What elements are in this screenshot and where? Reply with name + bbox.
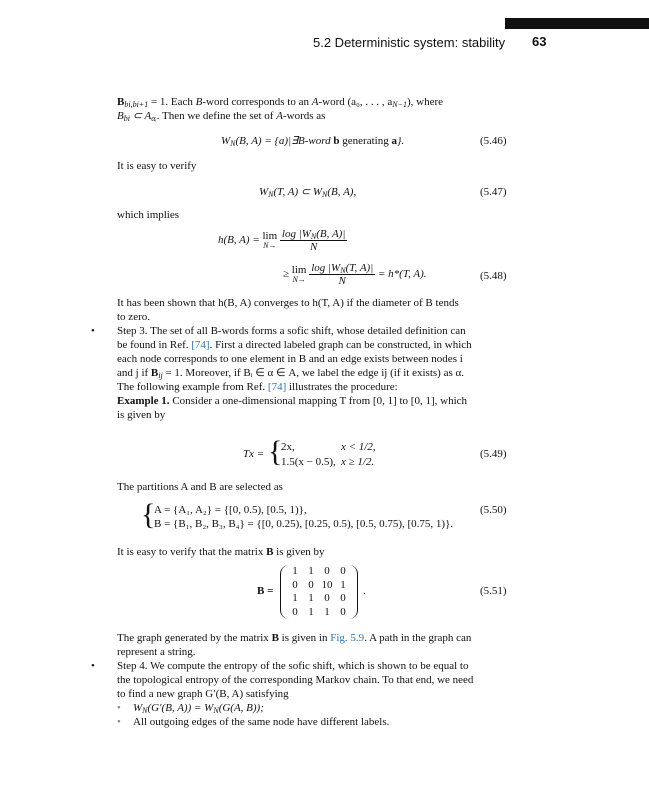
matrix-B <box>280 565 358 619</box>
paragraph-line: The partitions A and B are selected as <box>117 481 283 493</box>
paragraph-line: The following example from Ref. [74] illustrates the procedure: <box>117 381 398 393</box>
case-condition: x ≥ 1/2. <box>341 456 375 468</box>
sub-item: All outgoing edges of the same node have different labels. <box>133 716 390 728</box>
matrix-cell: 1 <box>340 578 346 591</box>
matrix-cell: 0 <box>340 605 346 618</box>
sub-bullet: • <box>117 716 121 728</box>
equation-number: (5.49) <box>480 448 507 460</box>
matrix-cell: 0 <box>324 592 330 604</box>
matrix-cell: 1 <box>308 565 314 577</box>
matrix-cell: 1 <box>308 605 314 618</box>
equation-number: (5.50) <box>480 504 507 516</box>
case-value: 2x, <box>281 441 295 453</box>
equation-5-47: $W_N(T$, A) ⊂ $W_N(B$, A), <box>259 186 357 199</box>
paragraph-line: to find a new graph G′(B, A) satisfying <box>117 688 289 700</box>
running-header: 5.2 Deterministic system: stability <box>313 35 506 50</box>
equation-number: (5.47) <box>480 186 507 198</box>
matrix-cell: 1 <box>324 605 330 618</box>
brace: { <box>141 498 156 531</box>
log-numerator: log |W <box>311 262 341 274</box>
paragraph-line: Step 4. We compute the entropy of the sofic shift, which is shown to be equal to <box>117 660 469 672</box>
ref-link[interactable]: [74] <box>191 339 210 351</box>
matrix-cell: 1 <box>308 592 314 604</box>
paragraph-line: It is easy to verify that the matrix B is given by <box>117 546 325 558</box>
paragraph-line: represent a string. <box>117 646 196 658</box>
case-condition: x < 1/2, <box>341 441 376 453</box>
matrix-cell: 10 <box>321 578 333 591</box>
paragraph-line: It is easy to verify <box>117 160 197 172</box>
log-numerator: log |W <box>281 228 311 240</box>
paragraph-line: It has been shown that h(B, A) converges to h(T, A) if the diameter of B tends <box>117 297 459 309</box>
matrix-cell: 0 <box>340 565 346 577</box>
equation-5-46: $W_N(B$, A) = {a)|∃B-word b generating a}. <box>221 135 405 148</box>
sub-bullet: • <box>117 702 121 714</box>
equation-5-49-lhs: Tx = <box>243 448 265 460</box>
matrix-cell: 0 <box>340 592 346 604</box>
paragraph-line: $B_{bi,bi+1} = 1$. Each B-word corresponds to an A-word (a₀, . . . , $a_{N-1}$), where <box>117 96 444 109</box>
matrix-lhs: B = <box>257 585 274 597</box>
equation-number: (5.51) <box>480 585 507 597</box>
brace: { <box>268 435 283 468</box>
paragraph-line: $B_{bi}$ ⊂ $A_{\alpha ᵢ}$. Then we define the set of A-words as <box>117 110 326 123</box>
page-number: 63 <box>532 34 547 49</box>
equation-number: (5.46) <box>480 135 507 147</box>
matrix-cell: 1 <box>292 565 298 577</box>
equation-5-48-line1: h(B, A) = lim N→ $\frac{\log |W_N(B, A)|}{N}$ <box>218 228 346 253</box>
matrix-row <box>287 565 351 579</box>
sub-item: $W_N(G'(B$, $A)) = W_N(G(A$, B)); <box>133 702 264 715</box>
matrix-cell: 1 <box>292 592 298 604</box>
header-bar <box>505 18 649 29</box>
equation-5-50-row: B = {B₁, B₂, B₃, B₄} = {[0, 0.25), [0.25, 0.5), [0.5, 0.75), [0.75, 1)}. <box>154 518 454 530</box>
matrix-row <box>287 579 351 593</box>
ref-link[interactable]: [74] <box>267 381 287 393</box>
matrix-row <box>287 592 351 606</box>
matrix-cell: 0 <box>292 578 298 591</box>
matrix-end: . <box>363 585 366 597</box>
paragraph-line: is given by <box>117 409 166 421</box>
matrix-row <box>287 606 351 620</box>
matrix-cell: 0 <box>324 565 330 577</box>
paragraph-line: each node corresponds to one element in B and an edge exists between nodes i <box>117 353 463 365</box>
matrix-cell: 0 <box>308 578 314 591</box>
paragraph-line: which implies <box>117 209 180 221</box>
bullet: • <box>91 325 95 337</box>
paragraph-line: Step 3. The set of all B-words forms a sofic shift, whose detailed definition can <box>117 325 466 337</box>
paragraph-line: and j if $B_{ij} = 1$. Moreover, if Bᵢ ∈ α ∈ A, we label the edge ij (if it exists) as α. <box>117 367 464 380</box>
paragraph-line: to zero. <box>117 311 150 323</box>
paragraph-line: The graph generated by the matrix B is given in Fig. 5.9. A path in the graph can <box>117 632 472 644</box>
equation-number: (5.48) <box>480 270 507 282</box>
bullet: • <box>91 660 95 672</box>
paragraph-line: the topological entropy of the corresponding Markov chain. To that end, we need <box>117 674 474 686</box>
case-value: 1.5(x − 0.5), <box>281 456 336 468</box>
equation-5-48-line2: ≥ lim N→ $\frac{\log |W_N(T, A)|}{N}$ = h*(T, A). <box>283 262 427 287</box>
equation-5-50-row: A = {A₁, A₂} = {[0, 0.5), [0.5, 1)}, <box>154 504 307 516</box>
figure-link[interactable]: Fig. 5.9 <box>330 632 365 644</box>
paragraph-line: Example 1. Consider a one-dimensional mapping T from [0, 1] to [0, 1], which <box>117 395 468 407</box>
paragraph-line: be found in Ref. [74]. First a directed labeled graph can be constructed, in which <box>117 339 472 351</box>
matrix-cell: 0 <box>292 605 298 618</box>
